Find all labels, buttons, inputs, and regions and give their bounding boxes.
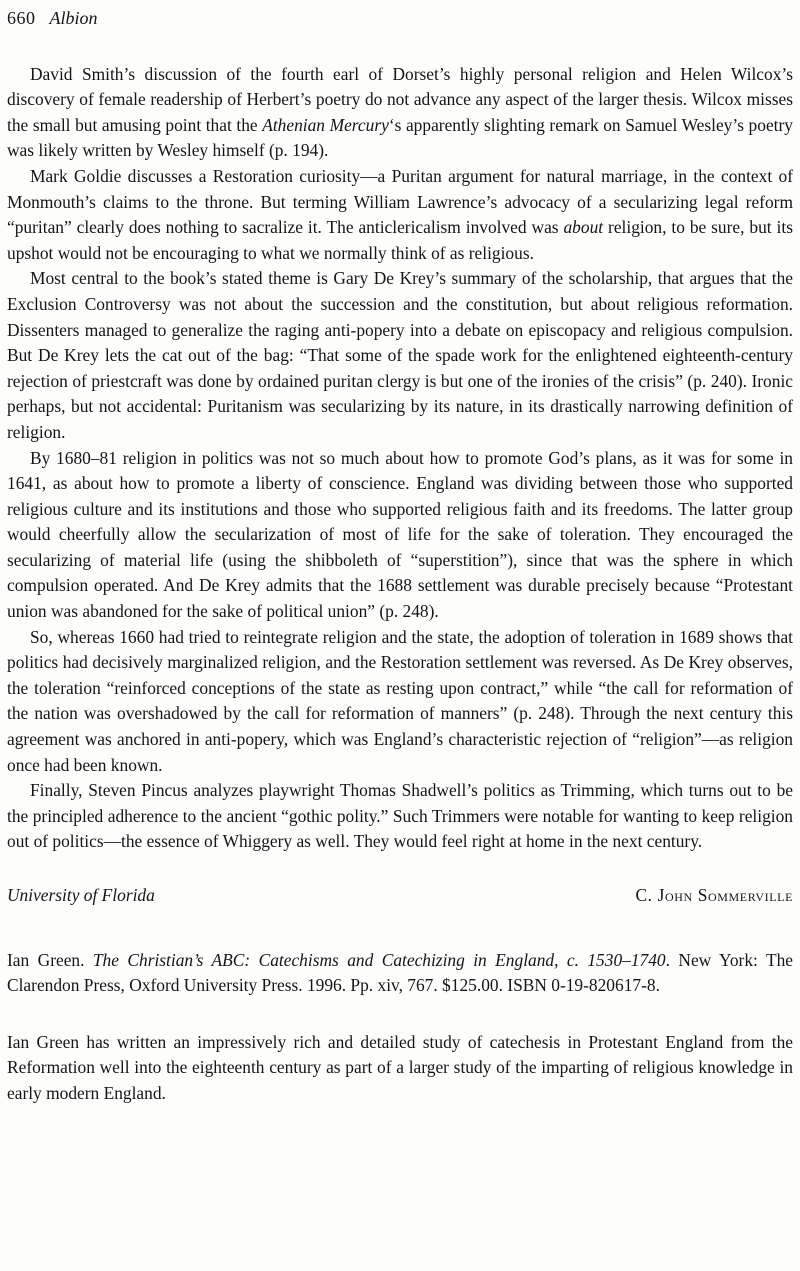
running-head (7, 6, 793, 32)
review-body (7, 62, 793, 855)
paragraph: Ian Green. The Christian’s ABC: Catechisms and Catechizing in England, c. 1530–1740. New York: The Clarendon Press, Oxford University Press. 1996. Pp. xiv, 767. $125.00. ISBN 0-19-820617-8. (7, 949, 793, 996)
paragraph: So, whereas 1660 had tried to reintegrate religion and the state, the adoption of toleration in 1689 shows that politics had decisively marginalized religion, and the Restoration settlement was reversed. As De Krey observes, the toleration “reinforced conceptions of the state as resting upon contract,” while “the call for reformation of the nation was overshadowed by the call for reformation of manners” (p. 248). Through the next century this agreement was anchored in anti-popery, which was England’s characteristic rejection of “religion”—as religion once had been known. (7, 626, 793, 775)
book-citation (7, 948, 793, 999)
journal-title: Albion (49, 8, 98, 28)
paragraph: Most central to the book’s stated theme is Gary De Krey’s summary of the scholarship, that argues that the Exclusion Controversy was not about the succession and the constitution, but about religious reformation. Dissenters managed to generalize the raging anti-popery into a debate on episcopacy and religious compulsion. But De Krey lets the cat out of the bag: “That some of the spade work for the enlightened eighteenth-century rejection of priestcraft was done by ordained puritan clergy is but one of the ironies of the crisis” (p. 240). Ironic perhaps, but not accidental: Puritanism was secularizing by its nature, in its drastically narrowing definition of religion. (7, 268, 793, 442)
paragraph: David Smith’s discussion of the fourth earl of Dorset’s highly personal religion and Helen Wilcox’s discovery of female readership of Herbert’s poetry do not advance any aspect of the larger thesis. Wilcox misses the small but amusing point that the Athenian Mercury‘s apparently slighting remark on Samuel Wesley’s poetry was likely written by Wesley himself (p. 194). (7, 63, 793, 161)
paragraph: Finally, Steven Pincus analyzes playwright Thomas Shadwell’s politics as Trimming, which turns out to be the principled adherence to the ancient “gothic polity.” Such Trimmers were notable for wanting to keep religion out of politics—the essence of Whiggery as well. They would feel right at home in the next century. (7, 780, 793, 852)
next-review-opening (7, 1030, 793, 1107)
reviewer-name: C. John Sommerville (635, 885, 793, 905)
signature-line (7, 883, 793, 909)
reviewer-affiliation: University of Florida (7, 885, 155, 905)
page-number: 660 (7, 8, 36, 28)
paragraph: By 1680–81 religion in politics was not so much about how to promote God’s plans, as it was for some in 1641, as about how to promote a liberty of conscience. England was dividing between those who supported religious culture and its institutions and those who supported religious faith and its freedoms. The latter group would cheerfully allow the secularization of most of life for the sake of toleration. They encouraged the secularizing of material life (using the shibboleth of “superstition”), since that was the sphere in which compulsion operated. And De Krey admits that the 1688 settlement was durable precisely because “Protestant union was abandoned for the sake of political union” (p. 248). (7, 447, 793, 622)
paragraph: Ian Green has written an impressively rich and detailed study of catechesis in Protestant England from the Reformation well into the eighteenth century as part of a larger study of the imparting of religious knowledge in early modern England. (7, 1031, 793, 1103)
paragraph: Mark Goldie discusses a Restoration curiosity—a Puritan argument for natural marriage, in the context of Monmouth’s claims to the throne. But terming William Lawrence’s advocacy of a secularizing legal reform “puritan” clearly does nothing to sacralize it. The anticlericalism involved was about religion, to be sure, but its upshot would not be encouraging to what we normally think of as religious. (7, 165, 793, 263)
